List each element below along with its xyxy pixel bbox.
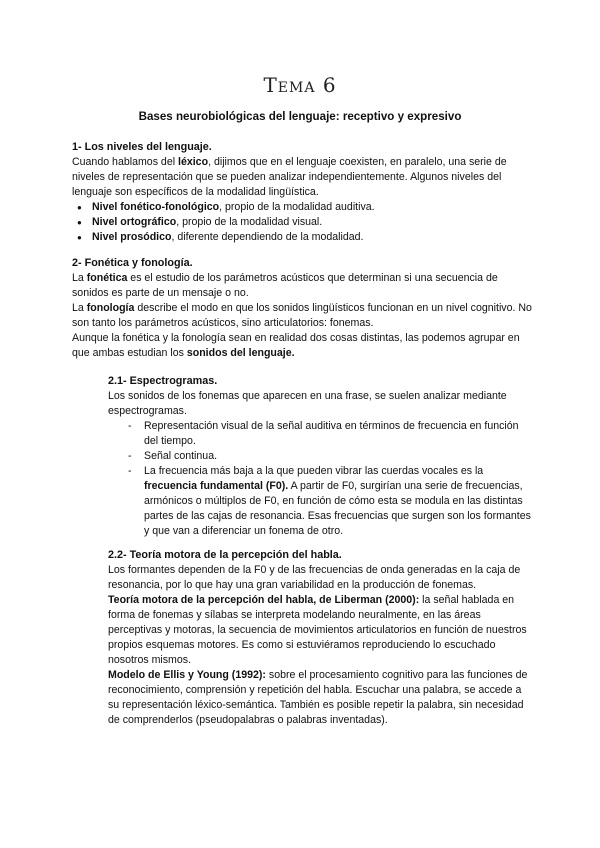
list-item: - Señal continua.: [108, 449, 532, 464]
section-2-2-paragraph-formantes: Los formantes dependen de la F0 y de las frecuencias de onda generadas en la caja de resonancia, por lo que hay una gran variabilidad en la producción de fonemas.: [108, 564, 521, 591]
spectrogram-list: [108, 419, 532, 539]
section-2-2-paragraph-liberman: Teoría motora de la percepción del habla, de Liberman (2000): la señal hablada en forma de fonemas y sílabas se interpreta modelando neuralmente, en las áreas perceptivas y motoras, la secuencia de movimientos articulatorios en función de nuestros propios esquemas motores. Es como si estuviéramos reproduciendo lo escuchado nosotros mismos.: [108, 594, 527, 666]
levels-list: [72, 200, 532, 245]
section-2-1-heading: 2.1- Espectrogramas.: [108, 375, 218, 387]
section-2-1-intro: Los sonidos de los fonemas que aparecen en una frase, se suelen analizar mediante espectrogramas.: [108, 390, 507, 417]
document-subtitle: Bases neurobiológicas del lenguaje: receptivo y expresivo: [138, 110, 462, 123]
section-2-paragraph-fonologia: La fonología describe el modo en que los sonidos lingüísticos funcionan en un nivel cognitivo. No son tanto los parámetros acústicos, sino articulatorios: fonemas.: [72, 302, 532, 329]
list-item: - La frecuencia más baja a la que pueden vibrar las cuerdas vocales es la frecuencia fundamental (F0). A partir de F0, surgirían una serie de frecuencias, armónicos o múltiplos de F0, en función de cómo esta se modula en las distintas partes de las cajas de resonancia. Esas frecuencias que surgen son los formantes y que van a diferenciar un fonema de otro.: [108, 464, 532, 539]
section-1-heading: 1- Los niveles del lenguaje.: [72, 141, 212, 153]
term-lexico: léxico: [178, 156, 209, 168]
list-item: - Representación visual de la señal auditiva en términos de frecuencia en función del tiempo.: [108, 419, 532, 449]
section-1: [72, 140, 532, 245]
document-title: Tema 6: [263, 73, 337, 97]
section-2-heading: 2- Fonética y fonología.: [72, 257, 193, 269]
list-item: ● Nivel ortográfico, propio de la modalidad visual.: [72, 215, 532, 230]
section-2-2-heading: 2.2- Teoría motora de la percepción del habla.: [108, 549, 342, 561]
section-2-paragraph-fonetica: La fonética es el estudio de los parámetros acústicos que determinan si una secuencia de sonidos es parte de un mensaje o no.: [72, 272, 498, 299]
section-2-1: [108, 374, 532, 539]
section-2-2-paragraph-ellis-young: Modelo de Ellis y Young (1992): sobre el procesamiento cognitivo para las funciones de reconocimiento, comprensión y repetición del habla. Escuchar una palabra, se accede a su representación léxico-semántica. También es posible repetir la palabra, sin necesidad de comprenderlos (pseudopalabras o palabras inventadas).: [108, 669, 528, 726]
section-2-paragraph-summary: Aunque la fonética y la fonología sean en realidad dos cosas distintas, las podemos agrupar en que ambas estudian los sonidos del lenguaje.: [72, 332, 520, 359]
section-2-2: [108, 548, 532, 728]
list-item: ● Nivel prosódico, diferente dependiendo de la modalidad.: [72, 230, 532, 245]
section-1-paragraph: Cuando hablamos del léxico, dijimos que en el lenguaje coexisten, en paralelo, una serie de niveles de representación que se pueden analizar independientemente. Algunos niveles del lenguaje son específicos de la modalidad lingüística.: [72, 156, 507, 198]
list-item: ● Nivel fonético-fonológico, propio de la modalidad auditiva.: [72, 200, 532, 215]
section-2: [72, 256, 532, 361]
